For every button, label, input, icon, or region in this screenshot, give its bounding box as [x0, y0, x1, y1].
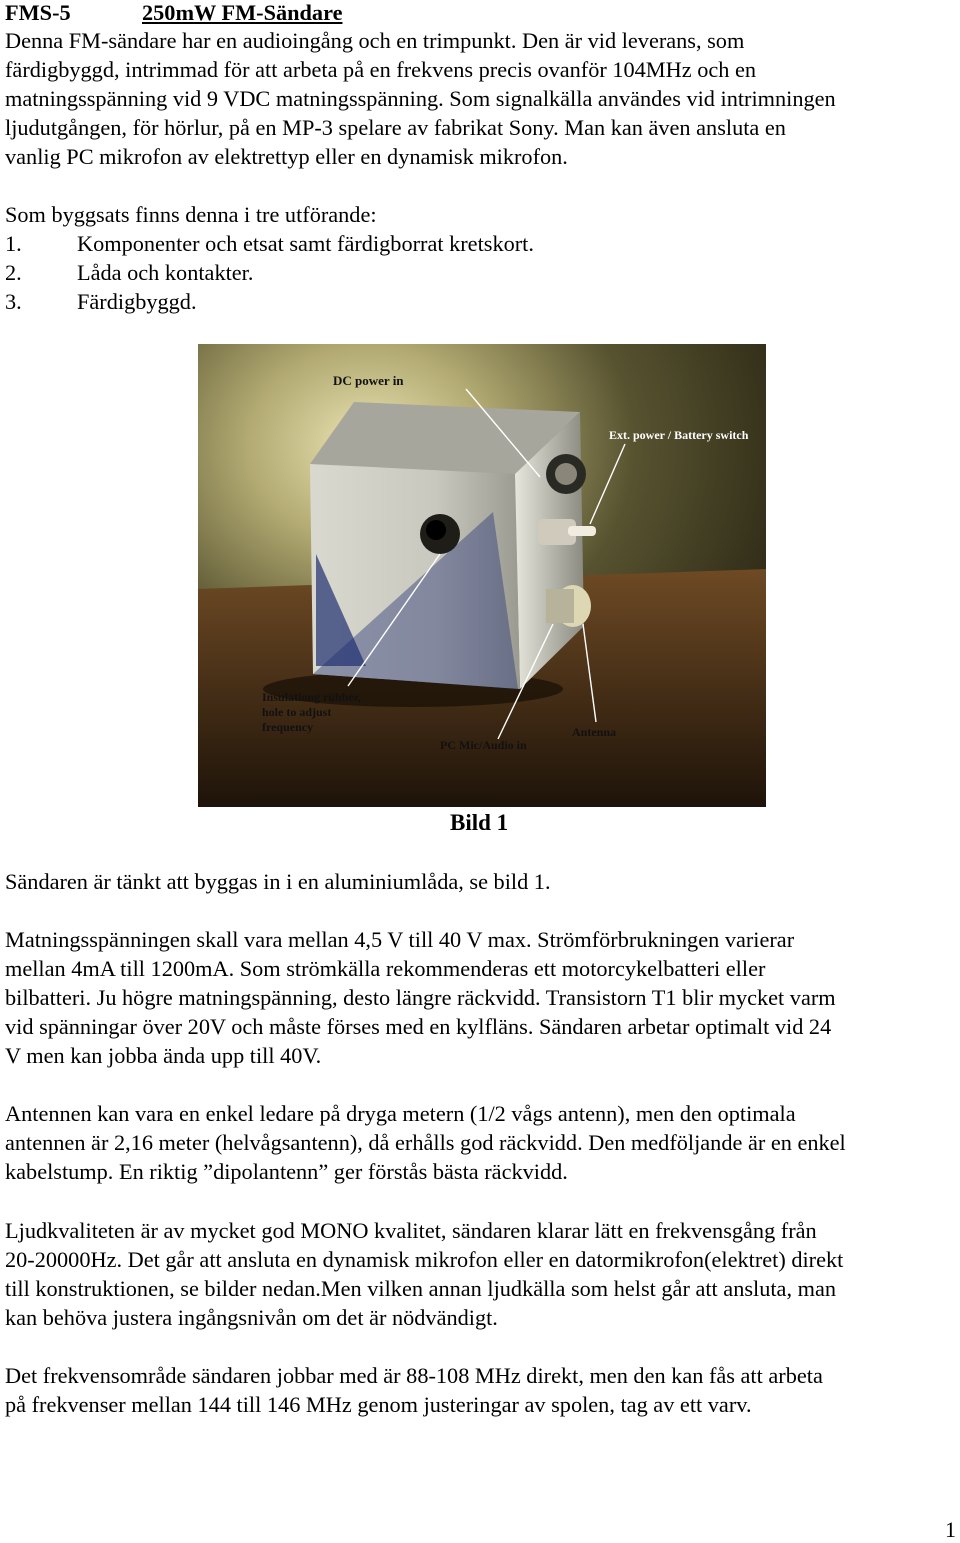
- label-insulation-1: Insulationg rubber,: [262, 690, 361, 704]
- paragraph-line: Sändaren är tänkt att byggas in i en aluminiumlåda, se bild 1.: [5, 869, 551, 894]
- list-number: 3.: [5, 289, 22, 314]
- paragraph-line: Antennen kan vara en enkel ledare på dryga metern (1/2 vågs antenn), men den optimala: [5, 1101, 796, 1126]
- list-number: 2.: [5, 260, 22, 285]
- list-text: Låda och kontakter.: [77, 260, 254, 285]
- paragraph-line: V men kan jobba ända upp till 40V.: [5, 1043, 322, 1068]
- page-number: 1: [945, 1517, 956, 1542]
- list-text: Färdigbyggd.: [77, 289, 197, 314]
- paragraph-line: Matningsspänningen skall vara mellan 4,5 V till 40 V max. Strömförbrukningen varierar: [5, 927, 795, 952]
- paragraph-line: bilbatteri. Ju högre matningspänning, desto längre räckvidd. Transistorn T1 blir mycket varm: [5, 985, 836, 1010]
- intro-line: färdigbyggd, intrimmad för att arbeta på en frekvens precis ovanför 104MHz och en: [5, 57, 757, 82]
- document-title: 250mW FM-Sändare: [142, 0, 343, 25]
- transmitter-photo: [198, 344, 766, 807]
- document-heading: [5, 0, 342, 27]
- list-text: Komponenter och etsat samt färdigborrat kretskort.: [77, 231, 534, 256]
- paragraph-line: vid spänningar över 20V och måste förses med en kylfläns. Sändaren arbetar optimalt vid 24: [5, 1014, 832, 1039]
- paragraph-line: till konstruktionen, se bilder nedan.Men vilken annan ljudkälla som helst går att ansluta, man: [5, 1276, 836, 1301]
- model-code: FMS-5: [5, 0, 71, 25]
- paragraph-line: kan behöva justera ingångsnivån om det är nödvändigt.: [5, 1305, 498, 1330]
- kit-heading: Som byggsats finns denna i tre utförande:: [5, 202, 377, 227]
- figure-caption: Bild 1: [450, 810, 509, 835]
- paragraph-line: Ljudkvaliteten är av mycket god MONO kvalitet, sändaren klarar lätt en frekvensgång från: [5, 1218, 817, 1243]
- kit-list-item: [5, 258, 253, 287]
- paragraph-line: antennen är 2,16 meter (helvågsantenn), då erhålls god räckvidd. Den medföljande är en enkel: [5, 1130, 846, 1155]
- label-dc-power: DC power in: [333, 373, 404, 388]
- kit-list-item: [5, 287, 197, 316]
- intro-line: Denna FM-sändare har en audioingång och en trimpunkt. Den är vid leverans, som: [5, 28, 745, 53]
- intro-line: matningsspänning vid 9 VDC matningsspänning. Som signalkälla användes vid intrimningen: [5, 86, 836, 111]
- list-number: 1.: [5, 231, 22, 256]
- intro-line: ljudutgången, för hörlur, på en MP-3 spelare av fabrikat Sony. Man kan även ansluta en: [5, 115, 786, 140]
- intro-line: vanlig PC mikrofon av elektrettyp eller en dynamisk mikrofon.: [5, 144, 568, 169]
- paragraph-line: 20-20000Hz. Det går att ansluta en dynamisk mikrofon eller en datormikrofon(elektret) direkt: [5, 1247, 844, 1272]
- paragraph-line: Det frekvensområde sändaren jobbar med är 88-108 MHz direkt, men den kan fås att arbeta: [5, 1363, 823, 1388]
- kit-list-item: [5, 229, 534, 258]
- label-power-switch: Ext. power / Battery switch: [609, 428, 749, 442]
- label-insulation-2: hole to adjust: [262, 705, 332, 719]
- label-antenna: Antenna: [572, 725, 617, 739]
- paragraph-line: mellan 4mA till 1200mA. Som strömkälla rekommenderas ett motorcykelbatteri eller: [5, 956, 766, 981]
- paragraph-line: på frekvenser mellan 144 till 146 MHz genom justeringar av spolen, tag av ett varv.: [5, 1392, 752, 1417]
- paragraph-line: kabelstump. En riktig ”dipolantenn” ger förstås bästa räckvidd.: [5, 1159, 568, 1184]
- label-mic-audio-in: PC Mic/Audio in: [440, 738, 527, 752]
- label-insulation-3: frequency: [262, 720, 314, 734]
